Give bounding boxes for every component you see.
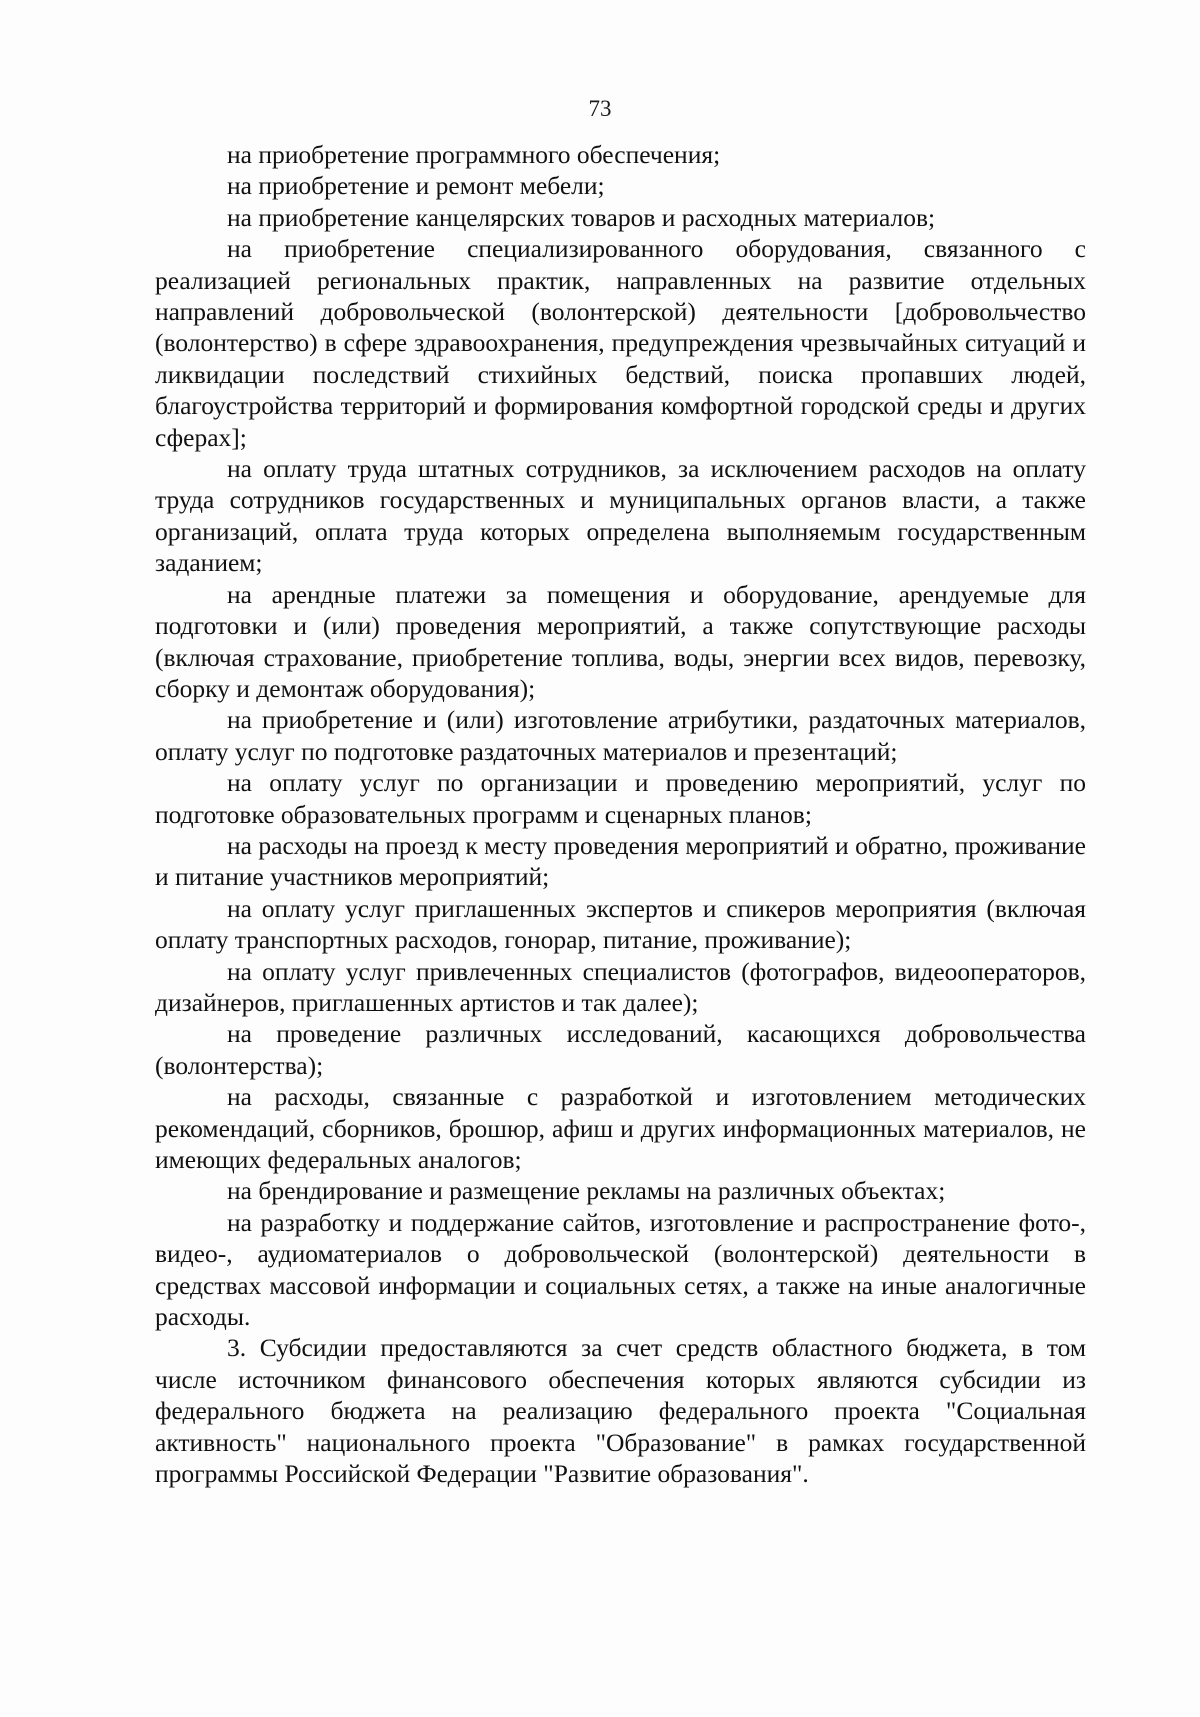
paragraph-travel-accommodation: на расходы на проезд к месту проведения мероприятий и обратно, проживание и питание участников мероприятий; xyxy=(155,830,1086,892)
paragraph-rent-payments: на арендные платежи за помещения и оборудование, арендуемые для подготовки и (или) проведения мероприятий, а также сопутствующие расходы (включая страхование, приобретение топлива, воды, энергии всех видов, перевозку, сборку и демонтаж оборудования); xyxy=(155,579,1086,703)
paragraph-furniture: на приобретение и ремонт мебели; xyxy=(227,171,605,201)
paragraph-research: на проведение различных исследований, касающихся добровольчества (волонтерства); xyxy=(155,1019,1086,1080)
paragraph-branding: на брендирование и размещение рекламы на различных объектах; xyxy=(227,1176,946,1206)
paragraph-event-services: на оплату услуг по организации и проведению мероприятий, услуг по подготовке образовательных программ и сценарных планов; xyxy=(155,768,1086,829)
paragraph-experts-speakers: на оплату услуг приглашенных экспертов и спикеров мероприятия (включая оплату транспортных расходов, гонорар, питание, проживание); xyxy=(155,893,1086,955)
paragraph-software: на приобретение программного обеспечения; xyxy=(227,140,721,169)
paragraph-subsidies-clause-3: 3. Субсидии предоставляются за счет средств областного бюджета, в том числе источником финансового обеспечения которых являются субсидии из федерального бюджета на реализацию федерального проекта "Социальная активность" национального проекта "Образование" в рамках государственной программы Российской Федерации "Развитие образования". xyxy=(155,1333,1086,1489)
paragraph-staff-salary: на оплату труда штатных сотрудников, за исключением расходов на оплату труда сотрудников государственных и муниципальных органов власти, а также организаций, оплата труда которых определена выполняемым государственным заданием; xyxy=(155,454,1086,578)
paragraph-methodical-materials: на расходы, связанные с разработкой и изготовлением методических рекомендаций, сборников, брошюр, афиш и других информационных материалов, не имеющих федеральных аналогов; xyxy=(155,1082,1086,1174)
page-number: 73 xyxy=(588,96,612,121)
paragraph-specialists: на оплату услуг привлеченных специалистов (фотографов, видеооператоров, дизайнеров, приглашенных артистов и так далее); xyxy=(155,956,1086,1017)
paragraph-attributes-handouts: на приобретение и (или) изготовление атрибутики, раздаточных материалов, оплату услуг по подготовке раздаточных материалов и презентаций; xyxy=(155,705,1086,766)
paragraph-stationery: на приобретение канцелярских товаров и расходных материалов; xyxy=(227,202,936,232)
document-body xyxy=(155,139,1086,1489)
paragraph-specialized-equipment: на приобретение специализированного оборудования, связанного с реализацией региональных практик, направленных на развитие отдельных направлений добровольческой (волонтерской) деятельности [добровольчество (волонтерство) в сфере здравоохранения, предупреждения чрезвычайных ситуаций и ликвидации последствий стихийных бедствий, поиска пропавших людей, благоустройства территорий и формирования комфортной городской среды и других сферах]; xyxy=(155,234,1086,452)
paragraph-websites-media: на разработку и поддержание сайтов, изготовление и распространение фото-, видео-, аудиоматериалов о добровольческой (волонтерской) деятельности в средствах массовой информации и социальных сетях, а также на иные аналогичные расходы. xyxy=(155,1207,1086,1332)
